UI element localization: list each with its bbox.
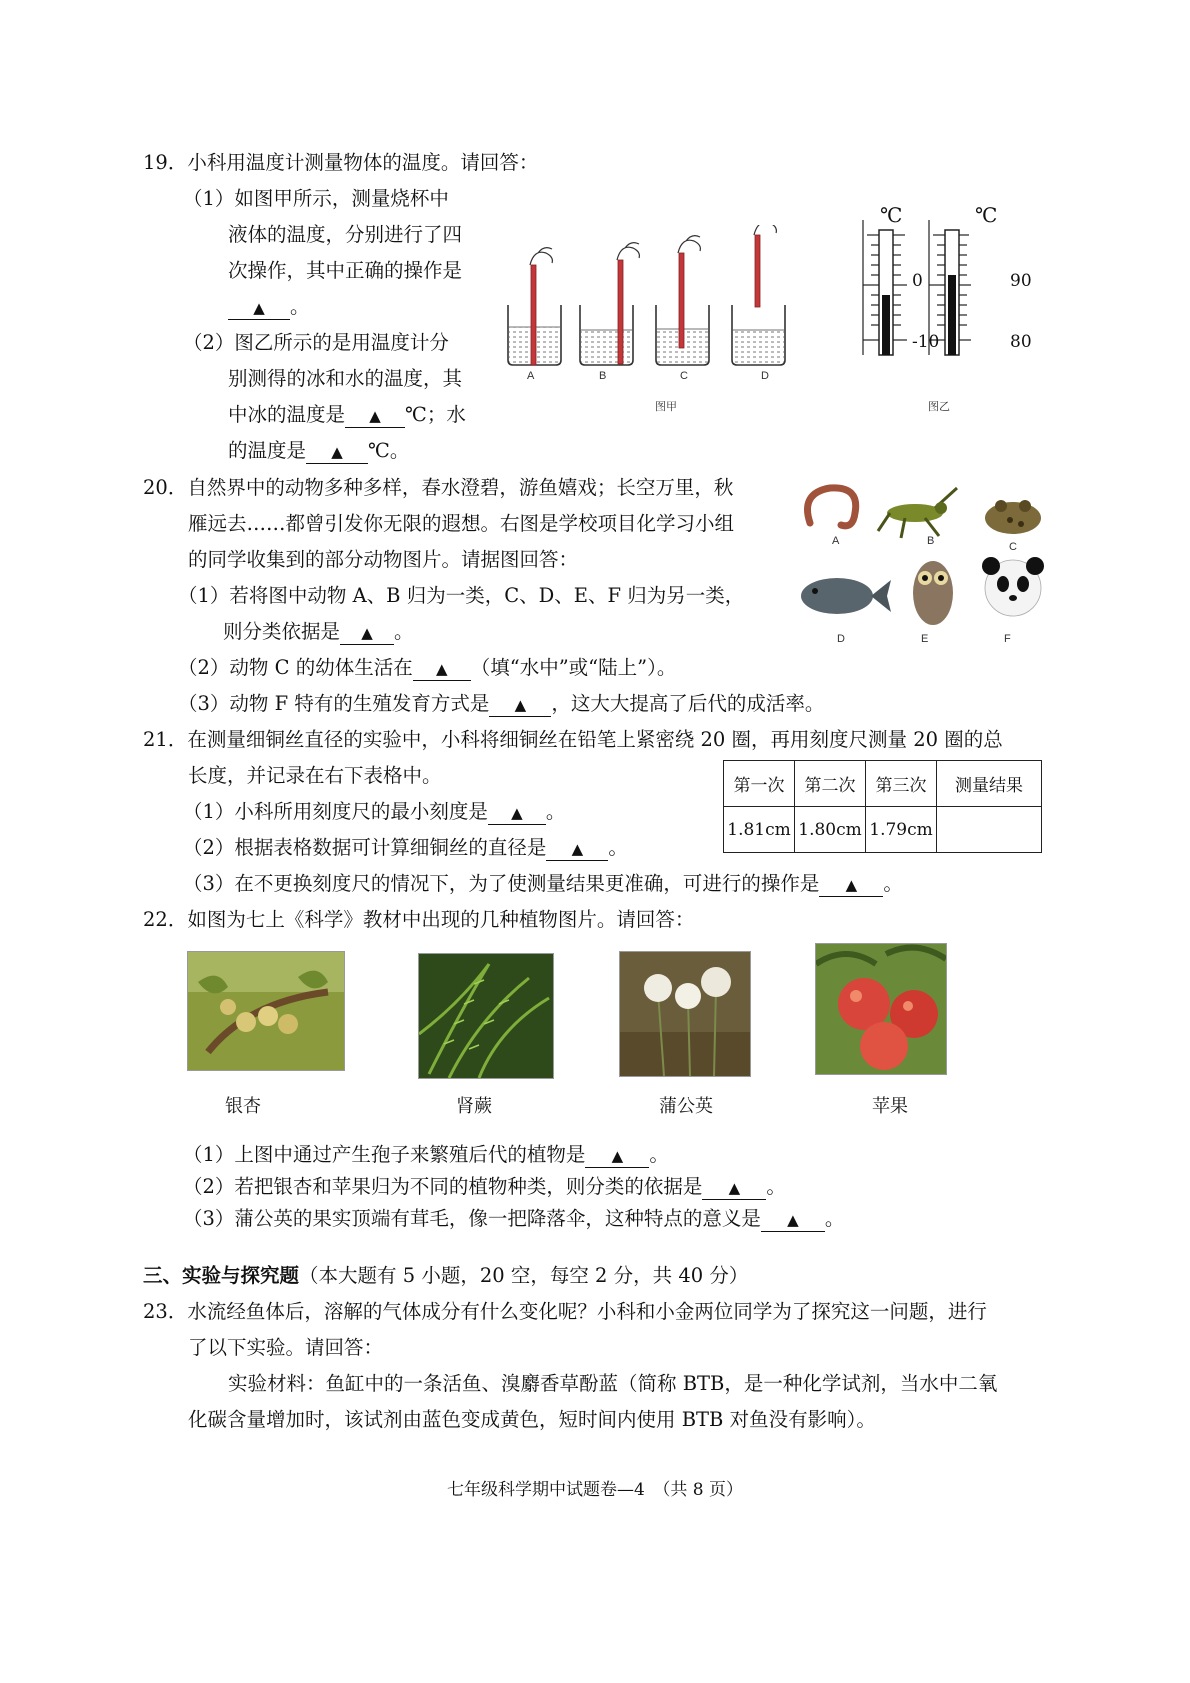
- fig-jia-caption: 图甲: [655, 401, 677, 413]
- fig-jia-label-c: C: [680, 370, 688, 382]
- animal-label-c: C: [1009, 541, 1017, 553]
- table-cell: 1.79cm: [866, 807, 937, 853]
- fish-icon: [801, 578, 891, 614]
- table-cell: 1.81cm: [724, 807, 795, 853]
- answer-blank[interactable]: ▲: [489, 694, 551, 717]
- plant-label-apple: 苹果: [872, 1096, 908, 1117]
- plant-label-fern: 肾蕨: [456, 1096, 492, 1117]
- answer-blank[interactable]: ▲: [585, 1145, 649, 1168]
- fig-yi-caption: 图乙: [928, 401, 950, 413]
- q19-p2-line3: 中冰的温度是 ▲ ℃；水: [228, 403, 466, 426]
- q19-p1-line2: 液体的温度，分别进行了四: [228, 223, 463, 246]
- q23-line1: 23．水流经鱼体后，溶解的气体成分有什么变化呢？小科和小金两位同学为了探究这一问题，进行: [143, 1300, 987, 1323]
- figure-jia-beakers: [500, 225, 800, 415]
- fig-jia-label-b: B: [599, 370, 607, 382]
- q23-line2: 了以下实验。请回答：: [188, 1336, 384, 1359]
- section3-heading: [143, 1258, 748, 1294]
- answer-blank[interactable]: ▲: [340, 622, 394, 645]
- section3-desc: （本大题有 5 小题，20 空，每空 2 分，共 40 分）: [299, 1264, 749, 1287]
- animal-label-b: B: [927, 535, 935, 547]
- answer-blank[interactable]: ▲: [546, 838, 608, 861]
- q20-line1: 20．自然界中的动物多种多样，春水澄碧，游鱼嬉戏；长空万里，秋: [143, 476, 734, 499]
- q20-line4: （1）若将图中动物 A、B 归为一类，C、D、E、F 归为另一类，: [178, 584, 745, 607]
- ginkgo-photo: [187, 951, 345, 1071]
- q21-line2: 长度，并记录在右下表格中。: [188, 764, 442, 787]
- q20-line6: （2）动物 C 的幼体生活在 ▲ （填“水中”或“陆上”）。: [178, 656, 677, 679]
- q21-line1: 21．在测量细铜丝直径的实验中，小科将细铜丝在铅笔上紧密绕 20 圈，再用刻度尺测量 20 圈的总: [143, 728, 1003, 751]
- q23-line3: 实验材料：鱼缸中的一条活鱼、溴麝香草酚蓝（简称 BTB，是一种化学试剂，当水中二氧: [228, 1372, 998, 1395]
- q19-p2-line4: 的温度是 ▲ ℃。: [228, 439, 410, 462]
- fig-jia-label-a: A: [527, 370, 535, 382]
- plant-label-ginkgo: 银杏: [225, 1096, 261, 1117]
- section3-title: 三、实验与探究题: [143, 1264, 300, 1287]
- fig-yi-tick-minus10: -10: [912, 332, 940, 352]
- q20-line5: 则分类依据是 ▲ 。: [223, 620, 414, 643]
- answer-blank[interactable]: ▲: [819, 874, 883, 897]
- q21-line5: （3）在不更换刻度尺的情况下，为了使测量结果更准确，可进行的操作是 ▲ 。: [183, 872, 903, 895]
- beaker-d: [732, 225, 785, 365]
- thermometer-ice: [863, 220, 907, 355]
- fig-yi-unit-left: ℃: [880, 203, 903, 227]
- beaker-b: [580, 243, 639, 365]
- answer-blank[interactable]: ▲: [702, 1177, 766, 1200]
- panda-icon: [982, 557, 1044, 616]
- beaker-c: [656, 236, 709, 365]
- table-header: 第三次: [866, 761, 937, 807]
- dandelion-photo: [619, 951, 751, 1077]
- owl-icon: [913, 561, 953, 625]
- apple-photo: [815, 943, 947, 1075]
- answer-blank[interactable]: ▲: [488, 802, 546, 825]
- q19-p1-line1: （1）如图甲所示，测量烧杯中: [183, 187, 449, 210]
- q19-p2-line2: 别测得的冰和水的温度，其: [228, 367, 463, 390]
- answer-blank[interactable]: ▲: [413, 658, 471, 681]
- table-row: [724, 807, 1042, 853]
- table-cell: 1.80cm: [795, 807, 866, 853]
- animal-label-e: E: [921, 633, 929, 645]
- q21-line3: （1）小科所用刻度尺的最小刻度是 ▲ 。: [183, 800, 566, 823]
- grasshopper-icon: [878, 488, 957, 538]
- q22-sub3: （3）蒲公英的果实顶端有茸毛，像一把降落伞，这种特点的意义是 ▲ 。: [183, 1207, 845, 1230]
- answer-blank[interactable]: ▲: [228, 297, 290, 320]
- answer-blank[interactable]: ▲: [306, 441, 368, 464]
- answer-blank[interactable]: ▲: [761, 1209, 825, 1232]
- beaker-a: [508, 248, 561, 365]
- fig-yi-tick-90: 90: [1010, 271, 1032, 291]
- animal-figure: [795, 478, 1055, 643]
- table-header: 第一次: [724, 761, 795, 807]
- plant-label-dandelion: 蒲公英: [659, 1096, 713, 1117]
- q19-title: 19．小科用温度计测量物体的温度。请回答：: [143, 151, 539, 174]
- q22-sub1: （1）上图中通过产生孢子来繁殖后代的植物是 ▲ 。: [183, 1143, 669, 1166]
- animal-label-f: F: [1004, 633, 1011, 645]
- fig-yi-unit-right: ℃: [975, 203, 998, 227]
- animal-label-a: A: [832, 535, 840, 547]
- fig-yi-tick-80: 80: [1010, 332, 1032, 352]
- fig-yi-tick-0: 0: [912, 271, 923, 291]
- q19-p1-line3: 次操作，其中正确的操作是: [228, 259, 463, 282]
- q23-line4: 化碳含量增加时，该试剂由蓝色变成黄色，短时间内使用 BTB 对鱼没有影响）。: [188, 1408, 876, 1431]
- page-footer: 七年级科学期中试题卷—4 （共 8 页）: [447, 1480, 743, 1500]
- table-header: 第二次: [795, 761, 866, 807]
- q20-line3: 的同学收集到的部分动物图片。请据图回答：: [188, 548, 579, 571]
- q19-p2-line1: （2）图乙所示的是用温度计分: [183, 331, 449, 354]
- frog-icon: [985, 500, 1041, 534]
- table-header-row: [724, 761, 1042, 807]
- q22-sub2: （2）若把银杏和苹果归为不同的植物种类，则分类的依据是 ▲ 。: [183, 1175, 786, 1198]
- animal-label-d: D: [837, 633, 845, 645]
- table-header: 测量结果: [937, 761, 1042, 807]
- q22-line1: 22．如图为七上《科学》教材中出现的几种植物图片。请回答：: [143, 908, 695, 931]
- q19-p1-line4: ▲ 。: [228, 289, 310, 325]
- q20-line2: 雁远去……都曾引发你无限的遐想。右图是学校项目化学习小组: [188, 512, 735, 535]
- earthworm-icon: [808, 488, 856, 526]
- q21-line4: （2）根据表格数据可计算细铜丝的直径是 ▲ 。: [183, 836, 628, 859]
- measurement-table: [723, 760, 1042, 853]
- answer-blank[interactable]: ▲: [345, 405, 405, 428]
- table-cell-result[interactable]: [937, 807, 1042, 853]
- q20-line7: （3）动物 F 特有的生殖发育方式是 ▲ ，这大大提高了后代的成活率。: [178, 692, 825, 715]
- fig-jia-label-d: D: [761, 370, 769, 382]
- fern-photo: [418, 953, 554, 1079]
